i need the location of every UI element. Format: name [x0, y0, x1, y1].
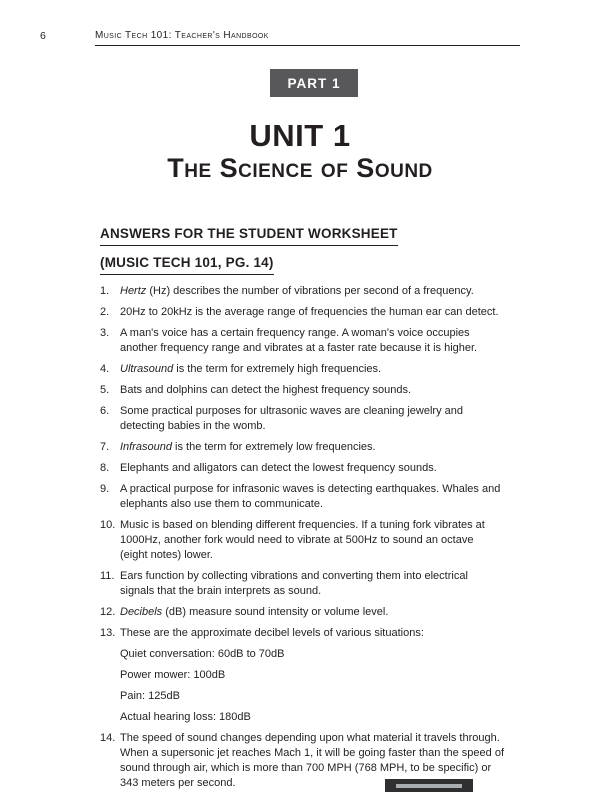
item-body-text: is the term for extremely low frequencies.: [171, 441, 376, 453]
item-number: 3.: [100, 327, 110, 339]
page-number: 6: [40, 30, 46, 42]
list-item: [100, 362, 504, 377]
header-rule: [95, 45, 520, 46]
footer-watermark-text: [396, 784, 462, 788]
list-item: [100, 461, 504, 476]
unit-title: UNIT 1: [249, 118, 351, 153]
list-item: [100, 518, 504, 563]
item-number: 14.: [100, 732, 116, 744]
footer-watermark: [385, 779, 473, 792]
item-number: 9.: [100, 483, 110, 495]
item-text: [120, 404, 504, 434]
item-body-text: The speed of sound changes depending upon what material it travels through. When a supersonic jet reaches Mach 1, it will be going faster than the speed of sound through air, which is more than 700 MPH (768 MPH, to be specific) or 343 meters per second.: [120, 732, 504, 789]
list-item: [100, 569, 504, 599]
section-heading-line1: ANSWERS FOR THE STUDENT WORKSHEET: [100, 226, 398, 246]
item-body-text: Some practical purposes for ultrasonic waves are cleaning jewelry and detecting babies in the womb.: [120, 405, 464, 432]
item-body-text: Ears function by collecting vibrations and converting them into electrical signals that the brain interprets as sound.: [120, 570, 468, 597]
part-badge: PART 1: [270, 69, 358, 97]
item-body-text: Music is based on blending different frequencies. If a tuning fork vibrates at 1000Hz, another fork would need to vibrate at 500Hz to sound an octave (eight notes) lower.: [120, 519, 485, 561]
item-number: 7.: [100, 441, 110, 453]
item-number: 8.: [100, 462, 110, 474]
item-text: [120, 461, 504, 476]
item-text: [120, 326, 504, 356]
unit-subtitle: The Science of Sound: [167, 153, 433, 183]
section-heading-line2: (MUSIC TECH 101, PG. 14): [100, 255, 274, 275]
item-text: [120, 383, 504, 398]
item-body-text: Bats and dolphins can detect the highest frequency sounds.: [120, 384, 412, 396]
item-text: [120, 362, 504, 377]
item-text: [120, 440, 504, 455]
list-item: [100, 383, 504, 398]
item-text: [120, 626, 504, 725]
running-header-title: Music Tech 101: Teacher's Handbook: [95, 30, 269, 41]
item-term: Hertz: [120, 285, 147, 297]
item-number: 2.: [100, 306, 110, 318]
answers-list: [100, 284, 504, 791]
item-text: [120, 605, 504, 620]
item-body-text: 20Hz to 20kHz is the average range of frequencies the human ear can detect.: [120, 306, 499, 318]
list-item: [100, 482, 504, 512]
list-item: [100, 626, 504, 725]
list-item: [100, 605, 504, 620]
item-text: [120, 569, 504, 599]
item-number: 1.: [100, 285, 110, 297]
item-number: 6.: [100, 405, 110, 417]
item-subline: Actual hearing loss: 180dB: [120, 711, 251, 723]
item-term: Infrasound: [120, 441, 172, 453]
list-item: [100, 440, 504, 455]
item-text: [120, 518, 504, 563]
item-body-text: (Hz) describes the number of vibrations per second of a frequency.: [146, 285, 474, 297]
item-text: [120, 305, 504, 320]
item-text: [120, 482, 504, 512]
item-number: 13.: [100, 627, 116, 639]
item-text: [120, 284, 504, 299]
item-body-text: These are the approximate decibel levels of various situations:: [120, 627, 424, 639]
item-number: 11.: [100, 570, 115, 582]
item-number: 10.: [100, 519, 116, 531]
list-item: [100, 404, 504, 434]
item-subline: Power mower: 100dB: [120, 669, 226, 681]
item-body-text: (dB) measure sound intensity or volume level.: [162, 606, 389, 618]
item-subline: Pain: 125dB: [120, 690, 180, 702]
item-body-text: A practical purpose for infrasonic waves is detecting earthquakes. Whales and elephants also use them to communicate.: [120, 483, 501, 510]
item-term: Ultrasound: [120, 363, 174, 375]
main-content: [100, 226, 504, 797]
list-item: [100, 305, 504, 320]
item-term: Decibels: [120, 606, 163, 618]
item-subline: Quiet conversation: 60dB to 70dB: [120, 648, 285, 660]
item-body-text: is the term for extremely high frequencies.: [173, 363, 382, 375]
item-body-text: A man's voice has a certain frequency range. A woman's voice occupies another frequency range and vibrates at a faster rate because it is higher.: [120, 327, 478, 354]
item-number: 12.: [100, 606, 116, 618]
list-item: [100, 326, 504, 356]
item-number: 5.: [100, 384, 110, 396]
list-item: [100, 284, 504, 299]
item-number: 4.: [100, 363, 110, 375]
item-body-text: Elephants and alligators can detect the lowest frequency sounds.: [120, 462, 437, 474]
